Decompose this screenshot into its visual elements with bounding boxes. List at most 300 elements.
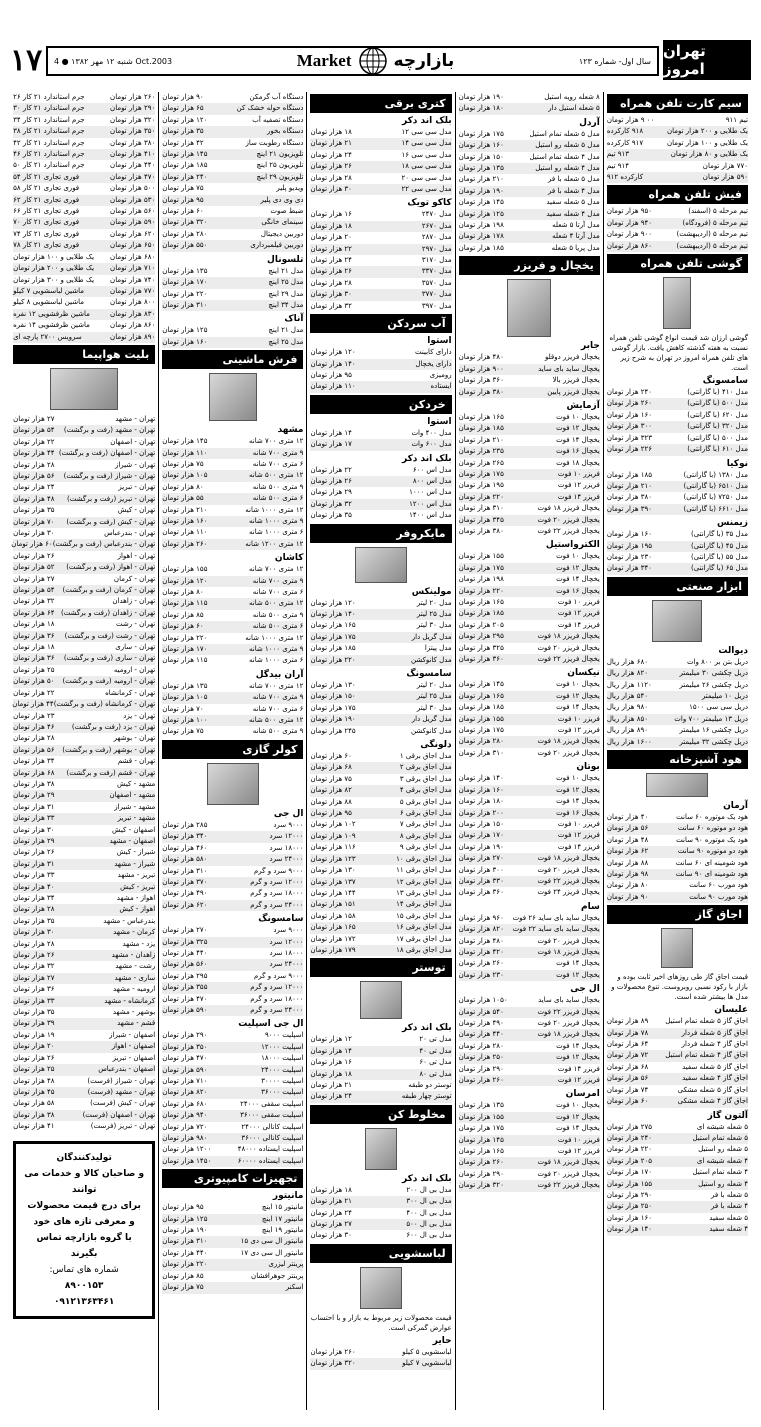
item-name: اسپلیت سقفی ۳۶۰۰۰ (240, 1111, 304, 1120)
price-row (459, 887, 600, 898)
item-price: ۱۳۵ هزار تومان (458, 164, 504, 173)
item-name: لباسشویی ۵ کیلو (402, 1347, 452, 1356)
item-price: ۲۷۵ هزار تومان (606, 1122, 653, 1131)
item-price: ۱۹۸ هزار تومان (458, 221, 504, 230)
item-price: ۲۷۰ هزار تومان (162, 926, 208, 935)
item-price: ۳۰ هزار تومان (13, 529, 55, 537)
item-name: مدل اس ۸۰۰ (412, 476, 452, 485)
item-price: ۲۶۰ هزار تومان (458, 1158, 504, 1167)
price-row (459, 387, 600, 398)
price-row (607, 421, 748, 432)
item-name: سینمای خانگی (261, 218, 304, 227)
item-name: مدل اجاق برقی ۱۵ (396, 911, 452, 920)
price-row (162, 229, 303, 240)
item-name: ۴۱۰ هزار تومان (110, 150, 156, 159)
price-row (310, 510, 451, 521)
item-name: یخچال فریزر ۲۲ فوت (537, 526, 600, 535)
section-header (607, 577, 748, 596)
item-name: ۹ متری ۵۰۰ شانه (252, 727, 304, 736)
price-row (607, 1062, 748, 1073)
item-name: ۵ شعله استیل دار (548, 104, 600, 113)
item-name: تیم مرحله ۵ (اردیبهشت) (676, 230, 748, 239)
item-price: ۳۹ هزار تومان (13, 1019, 55, 1028)
item-price: ۱۶۰ هزار تومان (606, 530, 653, 539)
price-row (162, 527, 303, 538)
item-name: مدل ۳۲۰ (با گارانتی) (687, 422, 748, 431)
brand-subheading: الکترواستیل (545, 540, 600, 551)
item-name: مدل ۴۱۰ (با گارانتی) (687, 388, 748, 397)
product-photo (652, 600, 702, 642)
item-name: تبریز - کیش (120, 882, 156, 891)
item-price: ۵۶ هزار تومان (13, 471, 55, 480)
price-row (459, 1169, 600, 1180)
item-name: ۱۲ متری ۵۰۰ شانه (249, 716, 304, 725)
item-name: ۷۷۰ هزار تومان (110, 286, 156, 295)
item-price: ۳۲ هزار تومان (13, 597, 55, 606)
price-row (459, 574, 600, 585)
price-row (310, 877, 451, 888)
item-price: ۸۸ هزار تومان (310, 797, 352, 806)
item-price: ۱۹۸ هزار تومان (458, 575, 504, 584)
item-price: ۱۹۰ هزار تومان (458, 842, 504, 851)
item-price: ۱۶۵ هزار تومان (458, 412, 504, 421)
price-row (310, 1080, 451, 1091)
item-name: ۵ شعله تمام استیل (692, 1133, 748, 1142)
item-price: ۲۲۰ هزار تومان (458, 586, 504, 595)
item-price: ۲۶ هزار تومان (13, 848, 55, 857)
price-row (13, 309, 155, 320)
item-name: رشت - مشهد (115, 962, 156, 971)
item-name: مدل بی ال ۶۰۰ (406, 1231, 452, 1240)
item-name: اسپلیت ۱۲۰۰۰ (261, 1042, 304, 1051)
price-row (13, 206, 155, 217)
price-row (13, 870, 155, 881)
item-name: اصفهان - اهواز (111, 1042, 156, 1051)
item-name: یخچال فریزر ۲۰ فوت (537, 643, 600, 652)
item-price: ۲۸ هزار تومان (310, 278, 352, 287)
item-name: یخچال ساید بای ساید (538, 364, 600, 373)
item-name: ۲۴۰۰۰ سرد (269, 960, 304, 969)
item-price: ۳۷۰ هزار تومان (162, 877, 208, 886)
item-name: اصفهان - شیراز (109, 1030, 156, 1039)
section-header (310, 314, 451, 333)
brand-subheading: جابر (580, 341, 600, 352)
item-price: ۱۲۵ هزار تومان (162, 1214, 208, 1223)
item-name: مدل اس ۶۰۰ (412, 465, 452, 474)
item-price: ۵۵ هزار تومان (162, 494, 204, 503)
item-price: ۲۲ هزار تومان (310, 244, 352, 253)
price-row (459, 209, 600, 220)
price-row (13, 642, 155, 653)
item-price: ۸۹۰ هزار ریال (606, 726, 648, 735)
price-row (13, 813, 155, 824)
item-price: ۲۴۰ هزار تومان (162, 172, 208, 181)
price-row (13, 1121, 155, 1132)
price-row (310, 184, 451, 195)
item-name: مدل اجاق برقی ۱۲ (396, 877, 452, 886)
item-price: ۳۵ هزار تومان (13, 916, 55, 925)
price-row (607, 552, 748, 563)
brand-subheading: زیمنس (717, 518, 748, 529)
price-row (607, 387, 748, 398)
price-row (162, 337, 303, 348)
price-row (162, 576, 303, 587)
item-name: مدل ۳۹۷۰ (421, 301, 452, 310)
item-name: فریزر ۱۰ فوت (557, 598, 600, 606)
price-row (13, 825, 155, 836)
product-photo (646, 773, 708, 797)
item-name: یخچال ساید بای ساید (538, 996, 600, 1005)
item-name: مدل ۳۰ لیتر (416, 703, 452, 712)
price-row (459, 1052, 600, 1063)
price-row (162, 598, 303, 609)
price-row (459, 103, 600, 114)
item-price: ۶۲۰ هزار تومان (162, 900, 208, 909)
item-name: ۷۱۰ هزار تومان (110, 264, 156, 273)
item-name: هود مورب ۹۰ سانت (689, 892, 748, 901)
item-price: ۵۴ هزار تومان (13, 586, 55, 595)
item-name: یخچال فریزر ۲۰ فوت (537, 748, 600, 757)
item-name: مدل اجاق برقی ۷ (399, 820, 452, 829)
price-row (13, 1064, 155, 1075)
price-row (459, 853, 600, 864)
item-price: ۷۵ هزار تومان (162, 184, 204, 193)
item-price: ۱۷ هزار تومان (310, 440, 352, 449)
item-price: ۴۶ هزار تومان (13, 722, 55, 731)
item-name: مدل اجاق برقی ۱۸ (396, 945, 452, 954)
item-price: ۱۲۰ هزار تومان (310, 598, 356, 607)
item-name: ۵۹۰ هزار تومان (110, 218, 156, 227)
price-row (310, 620, 451, 631)
item-name: ۵ شعله رو استیل (698, 1145, 748, 1154)
price-row (459, 725, 600, 736)
price-row (459, 796, 600, 807)
item-name: یخچال ۱۲ فوت (556, 424, 600, 433)
item-name: دریل ۱۰ میلیمتر (701, 691, 748, 700)
item-name: مدل بی ال ۵۰۰ (406, 1220, 452, 1228)
item-name: ۶۸۰ هزار تومان (110, 252, 156, 261)
column-2 (455, 92, 603, 1410)
price-row (162, 1122, 303, 1133)
price-row (13, 414, 155, 425)
item-price: ۱۴۰ هزار تومان (310, 609, 356, 618)
item-name: ۹۰۰۰ سرد و گرم (253, 866, 304, 875)
item-name: مدل اجاق برقی ۱۷ (396, 934, 452, 943)
item-name: فریزر ۱۲ فوت (557, 609, 600, 618)
item-price: ۵۵۰ هزار تومان (162, 241, 208, 250)
brand-subheading: کاشان (274, 553, 304, 564)
item-name: مدل سی سی ۲۰ (401, 173, 452, 182)
item-price: ۶۸ هزار تومان (606, 1062, 649, 1071)
price-row (310, 487, 451, 498)
item-price: ۹۱۷ کارکرده (606, 138, 644, 147)
item-price: ۹۰ هزار تومان (606, 892, 649, 901)
price-row (459, 352, 600, 363)
item-name: یخچال ۱۰ فوت (556, 774, 600, 783)
item-price: ۸۵ هزار تومان (162, 1271, 204, 1280)
item-name: مدل ۲۸۷۰ (421, 233, 452, 242)
item-name: یخچال فریزر ۱۸ فوت (537, 947, 600, 956)
item-price: فوری تجاری ۲۱ کار ۶۲ (13, 195, 80, 204)
item-name: دستگاه آب گرمکن (249, 93, 304, 101)
section-title: فرش ماشینی (162, 350, 303, 369)
price-row (459, 423, 600, 434)
price-row (162, 1065, 303, 1076)
item-price: ۶۴ هزار تومان (13, 608, 55, 617)
price-row (13, 92, 155, 103)
price-row (459, 876, 600, 887)
item-name: مشهد - اصفهان (109, 791, 156, 800)
item-name: تهران - بوشهر (113, 734, 156, 743)
item-price: ۵۹۰ هزار تومان (162, 1005, 208, 1014)
item-price: جرم استاندارد ۲۱ کار ۵۰ (13, 161, 85, 170)
ad-line: با گروه بازارچه تماس بگیرند (36, 1232, 132, 1259)
item-price: ۱۳۵ هزار تومان (162, 266, 208, 275)
price-row (162, 633, 303, 644)
item-price: ۱۶۰ هزار تومان (458, 141, 504, 150)
item-name: مدل پریا ۵ شعله (551, 243, 600, 252)
price-row (459, 186, 600, 197)
item-name: ۱۲۰۰۰ سرد (269, 937, 304, 946)
item-price: ۸۰ هزار تومان (162, 482, 204, 491)
price-row (459, 1007, 600, 1018)
item-name: فریزر ۱۰ فوت (557, 1135, 600, 1144)
price-row (162, 681, 303, 692)
item-name: ۵ شعله با فر (710, 1190, 748, 1199)
item-name: مدل اجاق برقی ۸ (399, 831, 452, 840)
item-name: دریل چکشی ۲۶ میلیمتر (679, 680, 748, 689)
price-row (13, 425, 155, 436)
item-name: مانیتور ال سی دی ۱۷ (240, 1248, 304, 1257)
item-price: ۷۵ هزار تومان (162, 1283, 204, 1292)
item-name: قشم - مشهد (117, 1019, 156, 1028)
title-fa: بازارچه (393, 51, 455, 71)
price-row (607, 823, 748, 834)
item-name: مدل اجاق برقی ۳ (399, 774, 452, 783)
item-name: یخچال ۱۲ فوت (556, 970, 600, 979)
price-row (310, 255, 451, 266)
item-name: اصفهان - تبریز (112, 1053, 156, 1062)
price-row (162, 1236, 303, 1247)
contact-advertisement (13, 1141, 155, 1319)
item-price: ۱۰۵۰ هزار تومان (458, 996, 508, 1005)
item-price: ۱۲۰ هزار تومان (162, 576, 208, 585)
item-name: مدل ۵ شعله سفید (546, 198, 600, 207)
item-name: اهواز - مشهد (116, 894, 156, 902)
item-price: ۲۸ هزار تومان (13, 734, 55, 743)
item-price: ۱۰۵ هزار تومان (162, 471, 208, 480)
item-price: ۹۱۳ تیم (606, 150, 630, 159)
product-photo (360, 1267, 402, 1309)
item-price: ۱۶۰ هزار تومان (606, 410, 653, 419)
price-row (310, 854, 451, 865)
item-price: ۳۲۵ هزار تومان (458, 643, 504, 652)
item-name: مدل اجاق برقی ۱۱ (396, 866, 452, 875)
item-name: تهران - کرمانشاه (رفت و برگشت) (53, 700, 156, 709)
item-name: یزد - مشهد (122, 939, 156, 948)
item-name: ۳۵۰ هزار تومان (110, 127, 156, 136)
price-row (459, 174, 600, 185)
item-name: یخچال فریزر ۱۸ فوت (537, 1158, 600, 1167)
item-name: مدل بی ال ۴۰۰ (406, 1208, 452, 1217)
price-row (13, 448, 155, 459)
item-price: ۶۸۰ هزار تومان (162, 1099, 208, 1108)
price-row (13, 240, 155, 251)
price-row (162, 982, 303, 993)
item-name: مدل گریل دار (411, 715, 452, 724)
item-price: ۱۱۲۰ هزار ریال (606, 680, 652, 689)
item-price: ۳۵ هزار تومان (13, 1008, 55, 1017)
item-price: ۶۰ هزار تومان (606, 1097, 649, 1106)
item-name: دارای کابینت (415, 348, 452, 357)
brand-subheading: حایر (432, 1335, 452, 1346)
item-name: اصفهان - بندرعباس (98, 1065, 156, 1074)
price-row (162, 994, 303, 1005)
price-row (607, 206, 748, 217)
item-price: ۲۴ هزار تومان (310, 1092, 352, 1101)
price-row (607, 229, 748, 240)
item-price: ۲۴۰ هزار تومان (606, 1133, 653, 1142)
price-row (162, 1202, 303, 1213)
price-row (13, 471, 155, 482)
newspaper-logo: تهران امروز (663, 40, 751, 80)
item-price: ۹۵ هزار تومان (310, 809, 352, 818)
price-row (162, 1282, 303, 1293)
item-name: دارای یخچال (415, 359, 452, 368)
item-price: ۱۲۰ هزار تومان (162, 115, 208, 124)
price-row (607, 869, 748, 880)
item-name: تیم مرحله ۵ (فرودگاه) (682, 218, 748, 227)
item-price: ۴۸ هزار تومان (13, 494, 55, 503)
price-row (459, 748, 600, 759)
price-row (162, 289, 303, 300)
price-row (162, 138, 303, 149)
price-row (13, 539, 155, 550)
price-row (459, 412, 600, 423)
item-price: ۳۵ هزار تومان (162, 127, 204, 136)
price-row (310, 911, 451, 922)
item-price: ۱۴۵۰ هزار تومان (162, 1156, 212, 1165)
item-name: اصفهان - مشهد (109, 836, 156, 845)
item-name: دی وی دی پلیر (260, 195, 304, 204)
item-price: ۴۱ هزار تومان (13, 1122, 55, 1131)
item-name: مدل ۲۹ اینچ (268, 289, 304, 298)
item-name: دریل چکشی ۱۶ میلیمتر (679, 726, 748, 735)
price-row (459, 1123, 600, 1134)
item-price: ۴۸۰ هزار تومان (458, 353, 504, 362)
item-price: ۱۲۰۰ هزار تومان (162, 1145, 212, 1154)
price-row (310, 842, 451, 853)
item-name: دستگاه تصفیه آب (252, 115, 304, 124)
price-row (607, 880, 748, 891)
price-row (310, 1230, 451, 1241)
item-name: مدل ۲۱ اینچ (268, 266, 304, 275)
item-price: ۱۰۲ هزار تومان (310, 820, 356, 829)
item-price: ۵۰ هزار تومان (13, 677, 55, 686)
item-name: فریزر ۱۰ فوت (557, 714, 600, 723)
item-price: فوری تجاری ۲۱ کار ۵۸ (13, 184, 80, 193)
item-price: ۸۹ هزار تومان (606, 1017, 649, 1026)
item-price: ۱۲ هزار تومان (310, 1035, 352, 1044)
item-price: ۹۴۰ هزار تومان (606, 218, 653, 227)
item-name: مدل اجاق برقی ۱۳ (396, 888, 452, 897)
price-row (607, 1190, 748, 1201)
item-name: ۹ متری ۷۰۰ شانه (252, 693, 304, 702)
item-name: یخچال ۱۰ فوت (556, 412, 600, 421)
item-name: ۴ شعله سفید (709, 1225, 748, 1234)
item-name: مدل ۵ شعله تمام استیل (529, 129, 600, 138)
brand-subheading: سام (580, 901, 600, 912)
price-row (162, 240, 303, 251)
price-row (459, 714, 600, 725)
issue-number: سال اول- شماره ۱۲۳ (578, 56, 651, 66)
item-price: ۲۲۰ هزار تومان (162, 633, 208, 642)
item-name: یخچال ۱۴ فوت (556, 703, 600, 712)
item-price: ۶۰ هزار تومان (11, 540, 53, 549)
price-row (459, 458, 600, 469)
price-row (607, 541, 748, 552)
brand-subheading: تلسونال (267, 254, 304, 265)
item-price: ۳۸۰ هزار تومان (458, 526, 504, 535)
item-name: تهران - مشهد (رفت و برگشت) (63, 426, 156, 435)
section-title: اجاق گاز (607, 905, 748, 924)
item-price: ۲۹۰ هزار تومان (458, 1169, 504, 1178)
price-row (459, 375, 600, 386)
item-price: ۲۱ هزار تومان (310, 139, 352, 148)
brand-subheading: آران بیدگل (255, 669, 304, 680)
item-name: ۱۸۰۰۰ سرد و گرم (250, 994, 304, 1003)
item-price: ۸۲۰ هزار تومان (458, 925, 504, 934)
item-name: مدل ۶۱۰ (با گارانتی) (687, 445, 748, 454)
item-name: ۳۸۰ هزار تومان (110, 138, 156, 147)
item-price: ۱۲۳ هزار تومان (310, 854, 356, 863)
item-name: تهران - کیش (فرست) (90, 1099, 156, 1108)
item-name: ۱۲ متری ۱۲۰۰ شانه (245, 539, 304, 548)
price-row (607, 892, 748, 903)
item-name: اصفهان - کیش (111, 825, 156, 834)
item-name: اسپلیت کانالی ۳۶۰۰۰ (241, 1134, 304, 1143)
price-row (13, 665, 155, 676)
price-row (162, 195, 303, 206)
price-row (13, 103, 155, 114)
price-row (310, 691, 451, 702)
item-name: مدل ۲۱ اینچ (268, 326, 304, 335)
item-price: ۴۷۰ هزار تومان (162, 1054, 208, 1063)
item-price: ۱۵۰ هزار تومان (458, 819, 504, 828)
item-name: مدل ۴۰۰ وات (411, 428, 452, 437)
price-row (13, 1076, 155, 1087)
price-row (459, 702, 600, 713)
issue-date: شنبه ۱۲ مهر ۱۳۸۲ ● 4 Oct.2003 (54, 56, 173, 66)
price-row (459, 1041, 600, 1052)
price-row (162, 820, 303, 831)
item-price: ۲۰۵ هزار تومان (606, 1156, 653, 1165)
item-price: فوری تجاری ۲۱ کار ۷۰ (13, 218, 80, 227)
item-price: ۵۶ هزار تومان (606, 824, 649, 833)
item-name: تهران - کیش (117, 506, 156, 515)
price-row (13, 756, 155, 767)
price-row (459, 231, 600, 242)
item-price: ۲۲۰ هزار تومان (162, 1260, 208, 1269)
item-name: بوشهر - مشهد (112, 1008, 156, 1017)
section-header (310, 958, 451, 977)
item-price: ۴۰ هزار تومان (13, 882, 55, 891)
price-row (607, 1122, 748, 1133)
item-price: سرویس ۲۷۰۰ پارچه ای (13, 332, 82, 341)
brand-subheading: آناک (284, 314, 304, 325)
item-price: ۱۷۵ هزار تومان (458, 726, 504, 735)
price-row (13, 619, 155, 630)
